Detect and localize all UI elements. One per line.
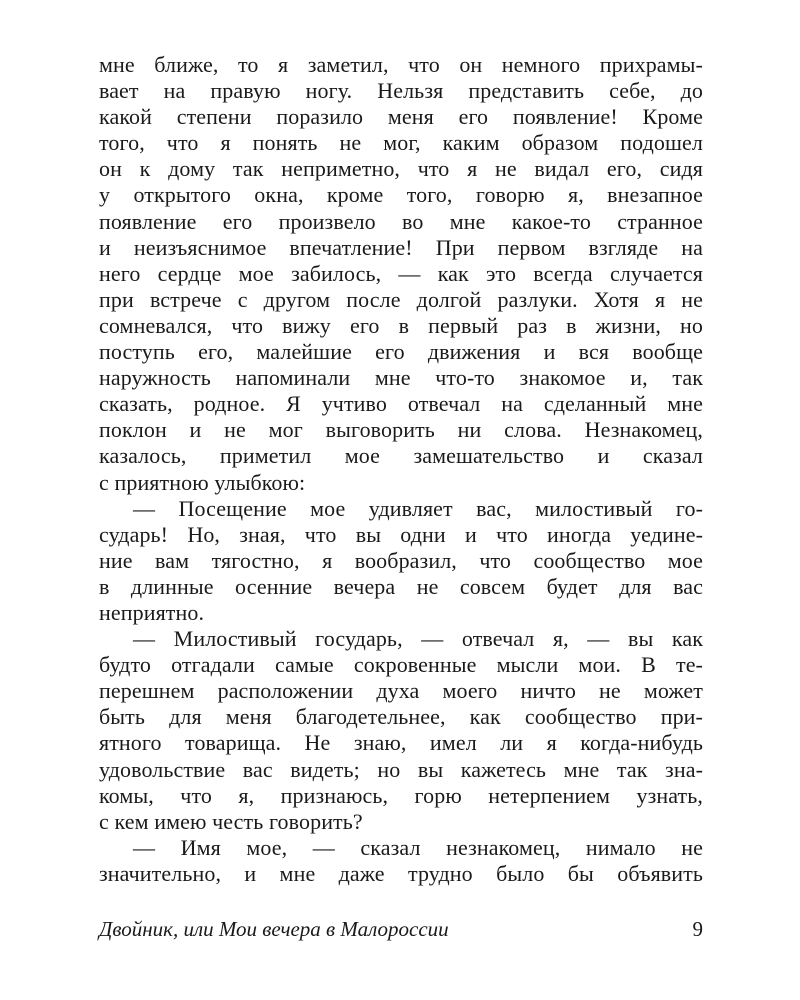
text-line: удовольствие вас видеть; но вы кажетесь мне так зна-	[99, 756, 703, 782]
text-line: поклон и не мог выговорить ни слова. Незнакомец,	[99, 417, 703, 443]
text-line: появление его произвело во мне какое-то странное	[99, 208, 703, 234]
text-line: перешнем расположении духа моего ничто не может	[99, 678, 703, 704]
text-line: с приятною улыбкою:	[99, 469, 306, 495]
text-line: при встрече с другом после долгой разлуки. Хотя я не	[99, 286, 703, 312]
text-line: сомневался, что вижу его в первый раз в жизни, но	[99, 312, 703, 338]
dialogue-line: — Посещение мое удивляет вас, милостивый го-	[133, 495, 703, 521]
text-line: казалось, приметил мое замешательство и сказал	[99, 443, 703, 469]
text-line: того, что я понять не мог, каким образом подошел	[99, 130, 703, 156]
text-line: он к дому так неприметно, что я не видал его, сидя	[99, 156, 703, 182]
text-line: какой степени поразило меня его появление! Кроме	[99, 104, 703, 130]
text-line: быть для меня благодетельнее, как сообщество при-	[99, 704, 703, 730]
text-line: будто отгадали самые сокровенные мысли мои. В те-	[99, 652, 703, 678]
text-line: сударь! Но, зная, что вы одни и что иногда уедине-	[99, 521, 703, 547]
text-line: мне ближе, то я заметил, что он немного прихрамы-	[99, 52, 703, 77]
text-line: ятного товарища. Не знаю, имел ли я когда-нибудь	[99, 730, 703, 756]
page-number: 9	[692, 917, 703, 941]
text-line: него сердце мое забилось, — как это всегда случается	[99, 260, 703, 286]
text-line: комы, что я, признаюсь, горю нетерпением узнать,	[99, 782, 703, 808]
dialogue-line: — Милостивый государь, — отвечал я, — вы как	[133, 626, 703, 652]
text-line: наружность напоминали мне что-то знакомое и, так	[99, 365, 703, 391]
page-footer	[99, 914, 703, 944]
text-line: вает на правую ногу. Нельзя представить себе, до	[99, 78, 703, 104]
text-line: в длинные осенние вечера не совсем будет для вас	[99, 573, 703, 599]
running-title: Двойник, или Мои вечера в Малороссии	[99, 917, 449, 941]
text-line: и неизъяснимое впечатление! При первом взгляде на	[99, 234, 703, 260]
text-line: значительно, и мне даже трудно было бы объявить	[99, 860, 703, 886]
dialogue-line: — Имя мое, — сказал незнакомец, нимало не	[133, 834, 703, 860]
text-line: сказать, родное. Я учтиво отвечал на сделанный мне	[99, 391, 703, 417]
text-line: с кем имею честь говорить?	[99, 808, 363, 834]
text-line: неприятно.	[99, 599, 205, 625]
text-line: поступь его, малейшие его движения и вся вообще	[99, 339, 703, 365]
body-text	[99, 52, 703, 887]
text-line: ние вам тягостно, я вообразил, что сообщество мое	[99, 547, 703, 573]
text-line: у открытого окна, кроме того, говорю я, внезапное	[99, 182, 703, 208]
